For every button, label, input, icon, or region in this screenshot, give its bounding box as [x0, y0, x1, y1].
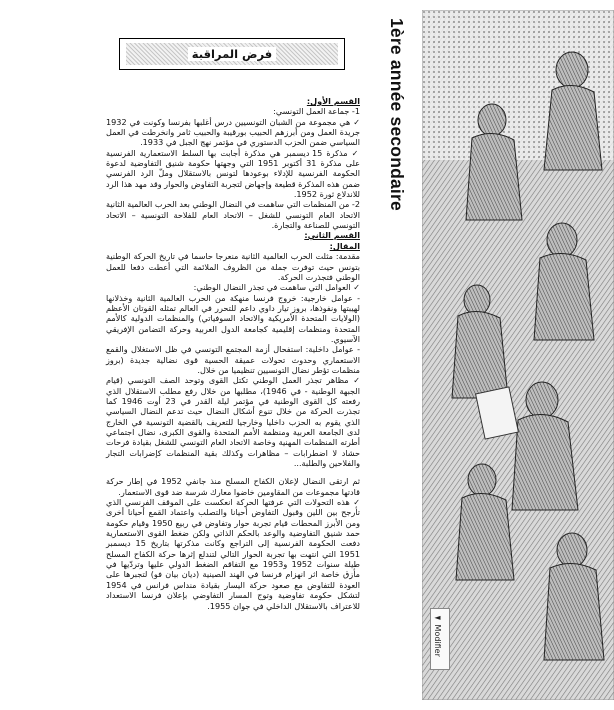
- paragraph-gap: [106, 468, 360, 476]
- part1-item: ✓ هي مجموعة من الشبان التونسيين درس أغلبها بفرنسا وكونت في 1932 جريدة العمل ومن أبرزهم الحبيب بورقيبة والحبيب ثامر وانخرطت في العمل السياسي ضمن الحزب الدستوري في مؤتمر نهج الجبل في 1933.: [106, 116, 360, 148]
- part2-paragraph: ثم ارتقى النضال لإعلان الكفاح المسلح منذ جانفي 1952 في إطار حركة قادتها مجموعات من المقاومين خاضوا معارك شرسة ضد قوى الاستعمار.: [106, 476, 361, 497]
- title-box: [119, 38, 345, 70]
- part2-paragraph: ✓ مظاهر تجذر العمل الوطني تكتل القوى وتوحد الصف التونسي (قيام الجبهة الوطنية - في 1946)، مطلبها من خلال رفع مطلب الاستقلال الذي رفعته كل القوى الوطنية في مؤتمر ليلة القدر في 23 أوت 1946 كما تجذرت الحركة من خلال تنوع أشكال النضال حيث تدعم النضال السياسي الذي يقوم به الحزب داخليا وخارجيا للتعريف بالقضية التونسية في الخارج لدى الجامعة العربية ومنظمة الأمم المتحدة والقوى الكبرى، نضال اجتماعي أطرته المنظمات المهنية وخاصة الاتحاد العام التونسي للشغل بقيادة فرحات حشاد لا اضطرابات – مظاهرات وكذلك بقية المنظمات كإضرابات التجار والفلاحين والطلبة...: [106, 375, 361, 469]
- title-pattern: [126, 43, 338, 65]
- part1-intro: 1- جماعة العمل التونسي:: [273, 106, 360, 117]
- part2-heading: القسم الثاني:: [304, 230, 360, 241]
- part1-item: 2- من المنظمات التي ساهمت في النضال الوطني بعد الحرب العالمية الثانية الاتحاد العام التونسي للشغل – الاتحاد العام للفلاحة التونسية – الاتحاد التونسي للصناعة والتجارة.: [106, 199, 360, 231]
- part2-paragraph: - عوامل داخلية: استفحال أزمة المجتمع التونسي في ظل الاستغلال والقمع الاستعماري وحدوث تحولات عميقة الحسية قوى نضالية جديدة (بروز منظمات تؤطر نضال التونسيين تنظيميا من خلال.: [106, 344, 360, 375]
- engraving-svg: [422, 10, 614, 700]
- part2-subheading: المقال:: [329, 240, 360, 251]
- document-body: [106, 96, 360, 696]
- part2-paragraph: - عوامل خارجية: خروج فرنسا منهكة من الحرب العالمية الثانية وخذلانها لهيبتها ونفوذها، بروز تيار داوي داعم للتحرر في العالم تمثله القوتان الأعظم (الولايات المتحدة الأمريكية والاتحاد السوفياتي) والمنظمات الدولية كالأمم المتحدة ومنظمات إقليمية كجامعة الدول العربية وحركة التضامن الإفريقي الآسيوي.: [106, 292, 360, 344]
- part2-intro: مقدمة: مثلت الحرب العالمية الثانية منعرجا حاسما في تاريخ الحركة الوطنية بتونس حيث توفرت جملة من الظروف الملائمة التي أعطت دفعا للعمل الوطني فتجذرت الحركة.: [106, 251, 360, 282]
- vertical-heading: [380, 18, 420, 278]
- part2-paragraph: ✓ العوامل التي ساهمت في تجذر النضال الوطني:: [193, 282, 360, 293]
- page-title: فرض المراقبة: [188, 47, 276, 61]
- engraving-illustration: [422, 10, 614, 700]
- part2-paragraph: ✓ هذه التحولات التي عرفتها الحركة انعكست على الموقف الفرنسي الذي تأرجح بين اللين وقبول التفاوض أحيانا والتصلب واعتماد القمع أحيانا أخرى ومن الأبرز المحطات قيام تجربة حوار وتفاوض في ربيع 1950 وقيام حكومة حمد شنيق التفاوضية والوعد بالحكم الذاتي ولكن ضغط القوى الاستعمارية دفعت الحكومة الفرنسية إلى التراجع وكانت مذكرتها بتاريخ 15 ديسمبر 1951 التي انتهت بها تجربة الحوار التالي لتندلع إثرها حركة الكفاح المسلح طيلة سنوات 1952 و1953 مع التفاقم الضغط الدولي عليها وتردّيها في مأزق خاصة اثر انهزام فرنسا في الهند الصينية (ديان بيان فو) لتجبرها على العودة للتفاوض مع صعود حركة اليسار بقيادة منداس فرانس في 1954 لتشكل حكومة تفاوضية وتوج المسار التفاوضي بإعلان فرنسا الاستعداد للاعتراف بالاستقلال الداخلي في جوان 1955.: [106, 497, 360, 611]
- part1-heading: القسم الأول:: [306, 96, 360, 106]
- level-label: 1ère année secondaire: [387, 18, 407, 211]
- image-edit-tag[interactable]: [430, 608, 450, 670]
- image-edit-label: ◄ Modifier: [433, 613, 442, 657]
- part1-item: ✓ مذكرة 15 ديسمبر هي مذكرة أجابت بها السلط الاستعمارية الفرنسية على مذكرة 31 أكتوبر 1951 التي وجهتها حكومة شنيق التفاوضية لدعوة الحكومة الفرنسية للإدلاء بوعودها لتونس بالاستقلال وملّ الرد الفرنسي ضمن هذه المذكرة قطيعة وإجهاض لتجربة التفاوض والحوار وقد مهد هذا الرد للاندلاع ثورة 1952.: [106, 147, 360, 200]
